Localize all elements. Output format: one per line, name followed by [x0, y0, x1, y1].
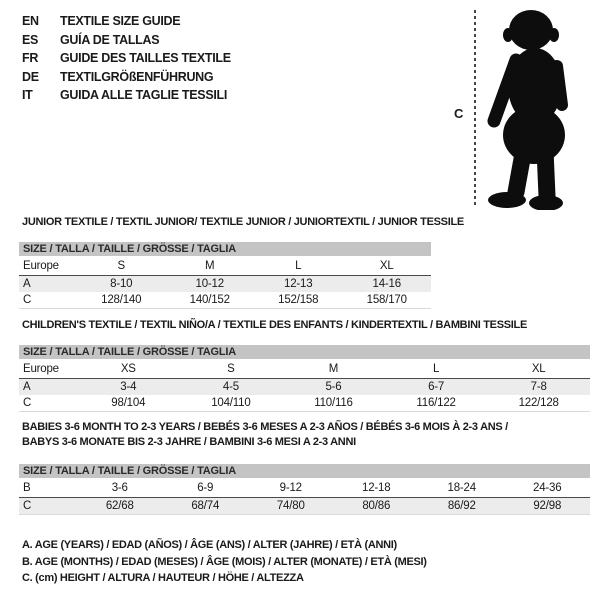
size-cell: L — [432, 362, 440, 375]
footnote-line: C. (cm) HEIGHT / ALTURA / HAUTEUR / HÖHE / ALTEZZA — [22, 572, 304, 584]
legend-row — [22, 49, 231, 68]
table-row — [19, 498, 590, 514]
size-cell: 80/86 — [362, 500, 391, 512]
size-cell: 3-6 — [111, 481, 128, 494]
size-cell: 12-13 — [284, 278, 313, 290]
size-cell: 3-4 — [120, 381, 137, 393]
table-row — [19, 379, 590, 395]
size-cell: 86/92 — [447, 500, 476, 512]
heading-line: JUNIOR TEXTILE / TEXTIL JUNIOR/ TEXTILE JUNIOR / JUNIORTEXTIL / JUNIOR TESSILE — [22, 216, 464, 228]
size-cell: 98/104 — [111, 397, 146, 409]
size-cell: 62/68 — [105, 500, 134, 512]
junior-size-table — [19, 242, 431, 309]
size-cell: S — [227, 362, 235, 375]
size-cell: 68/74 — [191, 500, 220, 512]
babies-textile-heading — [22, 420, 508, 450]
size-cell: 6-9 — [197, 481, 214, 494]
size-cell: 104/110 — [211, 397, 251, 409]
size-cell: 24-36 — [533, 481, 562, 494]
size-cell: 4-5 — [222, 381, 239, 393]
heading-line: BABYS 3-6 MONATE BIS 2-3 JAHRE / BAMBINI 3-6 MESI A 2-3 ANNI — [22, 436, 356, 448]
legend-language-code: FR — [22, 51, 39, 65]
size-cell: L — [295, 259, 302, 272]
table-row — [19, 395, 590, 411]
row-label: C — [23, 294, 32, 306]
size-cell: 9-12 — [279, 481, 302, 494]
size-cell: 5-6 — [325, 381, 342, 393]
row-label: B — [23, 481, 31, 494]
table-row — [19, 359, 590, 379]
row-label: C — [23, 500, 32, 512]
legend-language-code: IT — [22, 88, 33, 102]
childrens-textile-heading — [22, 318, 527, 333]
legend-row — [22, 31, 231, 50]
size-cell: 116/122 — [416, 397, 456, 409]
size-cell: 14-16 — [372, 278, 401, 290]
height-measure-label: C — [454, 106, 464, 121]
legend-row — [22, 12, 231, 31]
heading-line: BABIES 3-6 MONTH TO 2-3 YEARS / BEBÉS 3-6 MESES A 2-3 AÑOS / BÉBÉS 3-6 MOIS À 2-3 ANS / — [22, 421, 508, 433]
legend-language-code: ES — [22, 32, 39, 47]
size-header-bar: SIZE / TALLA / TAILLE / GRÖSSE / TAGLIA — [19, 464, 590, 478]
size-cell: 128/140 — [101, 294, 142, 306]
legend-language-code: EN — [22, 14, 39, 28]
size-cell: M — [328, 362, 339, 375]
table-row — [19, 276, 431, 292]
size-cell: S — [117, 259, 125, 272]
row-label: Europe — [23, 259, 59, 272]
size-cell: 7-8 — [530, 381, 547, 393]
row-label: A — [23, 278, 31, 290]
baby-silhouette-icon — [483, 8, 579, 210]
size-cell: M — [205, 259, 215, 272]
legend-row — [22, 86, 231, 105]
size-cell: XL — [531, 362, 546, 375]
size-cell: 110/116 — [314, 397, 353, 409]
table-row — [19, 478, 590, 498]
legend-label: GUÍA DE TALLAS — [60, 32, 160, 47]
legend-row — [22, 68, 231, 87]
size-cell: 158/170 — [366, 294, 407, 306]
size-cell: 6-7 — [428, 381, 445, 393]
size-cell: 140/152 — [189, 294, 230, 306]
babies-size-table — [19, 464, 590, 515]
height-dashed-line — [474, 10, 476, 208]
childrens-size-table — [19, 345, 590, 412]
size-cell: 8-10 — [110, 278, 133, 290]
size-cell: 92/98 — [533, 500, 562, 512]
size-cell: XL — [379, 259, 394, 272]
junior-textile-heading — [22, 215, 464, 230]
legend-label: TEXTILE SIZE GUIDE — [60, 14, 181, 28]
size-cell: 12-18 — [362, 481, 391, 494]
legend-label: GUIDE DES TAILLES TEXTILE — [60, 51, 231, 65]
legend-label: TEXTILGRÖßENFÜHRUNG — [60, 69, 214, 84]
legend-label: GUIDA ALLE TAGLIE TESSILI — [60, 88, 228, 102]
row-label: C — [23, 397, 32, 409]
size-cell: 18-24 — [447, 481, 476, 494]
footnotes — [22, 537, 427, 587]
size-header-bar: SIZE / TALLA / TAILLE / GRÖSSE / TAGLIA — [19, 345, 590, 359]
language-legend — [22, 12, 231, 105]
table-row — [19, 256, 431, 276]
size-cell: XS — [120, 362, 136, 375]
size-cell: 10-12 — [195, 278, 224, 290]
size-cell: 122/128 — [518, 397, 559, 409]
table-row — [19, 292, 431, 308]
row-label: Europe — [23, 362, 59, 375]
heading-line: CHILDREN'S TEXTILE / TEXTIL NIÑO/A / TEXTILE DES ENFANTS / KINDERTEXTIL / BAMBINI TESSILE — [22, 319, 527, 331]
size-cell: 152/158 — [278, 294, 319, 306]
legend-language-code: DE — [22, 69, 39, 84]
size-header-bar: SIZE / TALLA / TAILLE / GRÖSSE / TAGLIA — [19, 242, 431, 256]
row-label: A — [23, 381, 31, 393]
footnote-line: B. AGE (MONTHS) / EDAD (MESES) / ÂGE (MOIS) / ALTER (MONATE) / ETÀ (MESI) — [22, 555, 427, 568]
size-cell: 74/80 — [276, 500, 305, 512]
footnote-line: A. AGE (YEARS) / EDAD (AÑOS) / ÂGE (ANS) / ALTER (JAHRE) / ETÀ (ANNI) — [22, 539, 397, 551]
